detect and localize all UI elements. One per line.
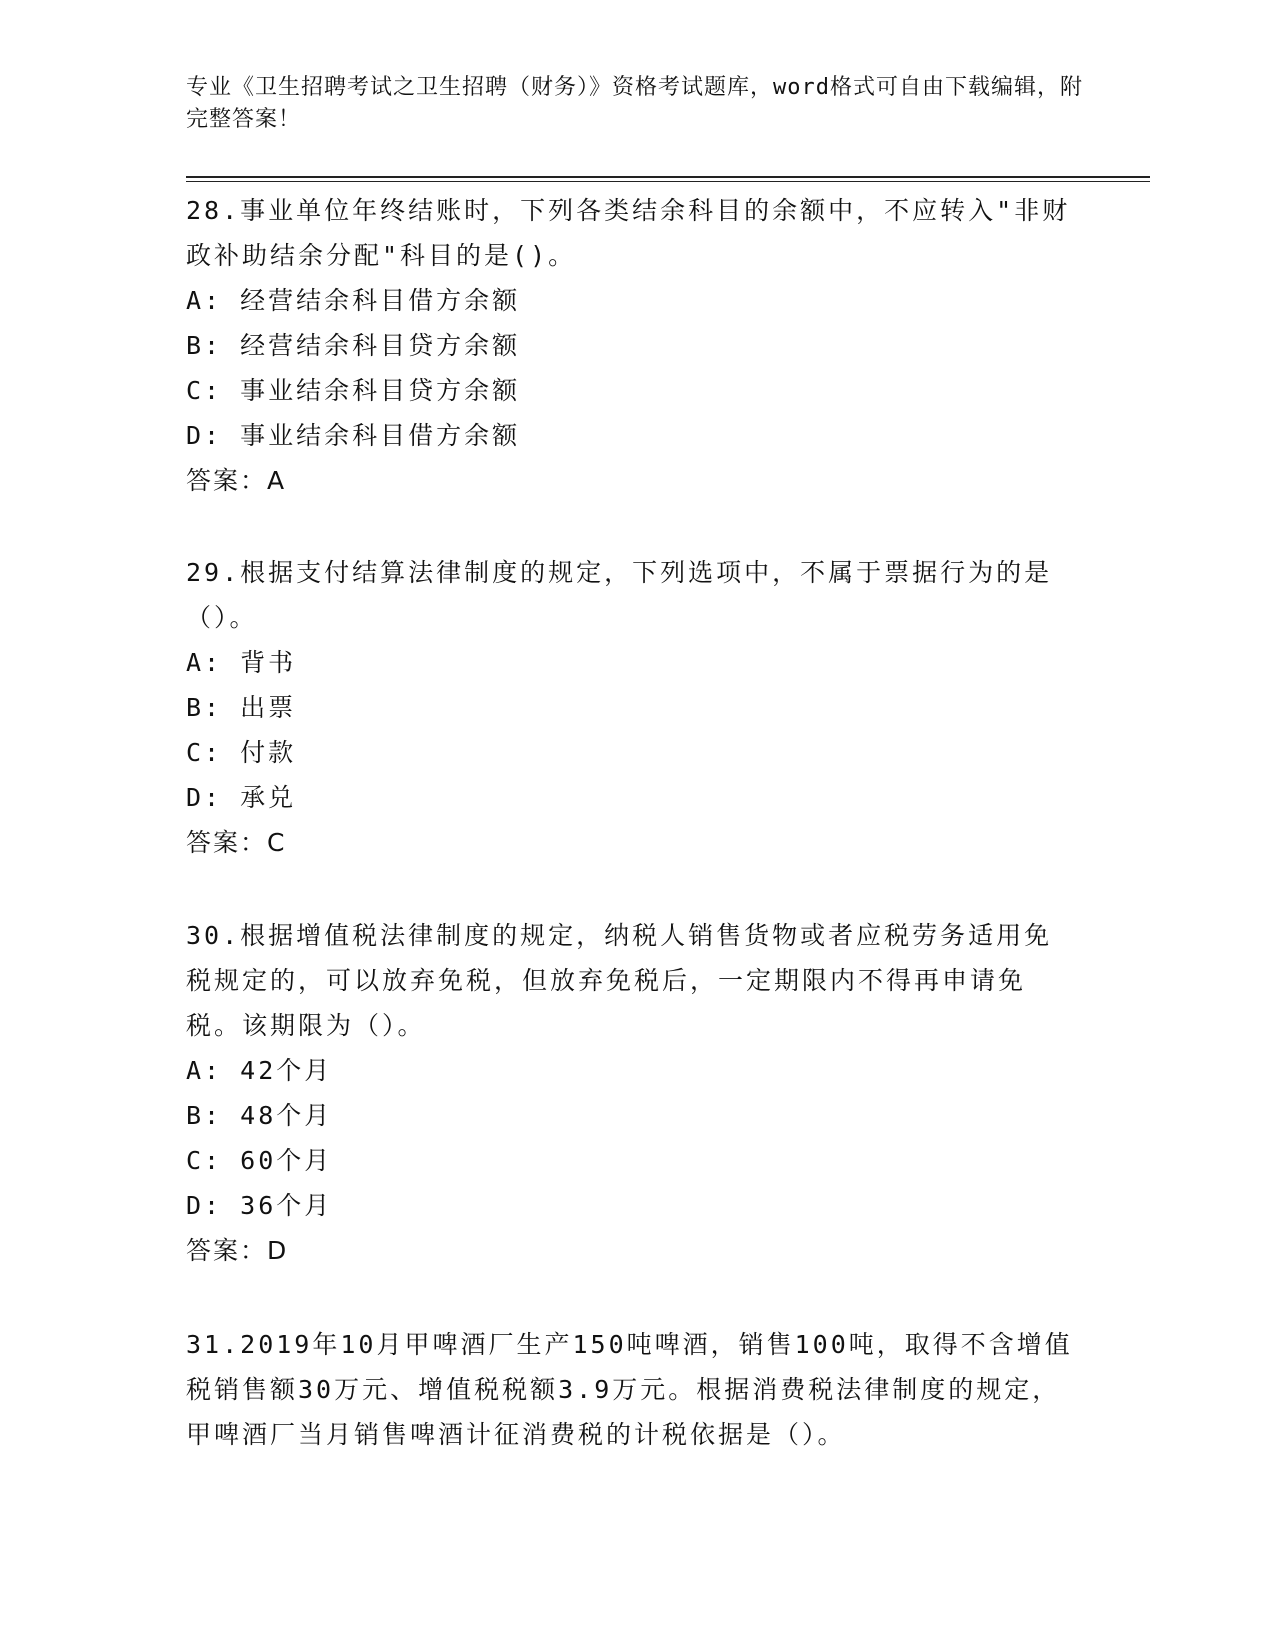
option-a: A: 背书 bbox=[186, 648, 297, 677]
answer-line: 答案：C bbox=[186, 828, 287, 857]
option-c: C: 付款 bbox=[186, 738, 297, 767]
question-stem: 29.根据支付结算法律制度的规定，下列选项中，不属于票据行为的是（）。 bbox=[186, 558, 1053, 632]
option-b: B: 出票 bbox=[186, 693, 297, 722]
option-a: A: 42个月 bbox=[186, 1056, 333, 1085]
option-d: D: 承兑 bbox=[186, 783, 297, 812]
option-d: D: 36个月 bbox=[186, 1191, 333, 1220]
document-header: 专业《卫生招聘考试之卫生招聘（财务）》资格考试题库，word格式可自由下载编辑，附完整答案！ bbox=[186, 75, 1083, 132]
option-a: A: 经营结余科目借方余额 bbox=[186, 286, 521, 315]
option-c: C: 事业结余科目贷方余额 bbox=[186, 376, 521, 405]
option-c: C: 60个月 bbox=[186, 1146, 333, 1175]
question-29 bbox=[186, 550, 1076, 865]
header-divider-thick bbox=[186, 176, 1150, 178]
question-28 bbox=[186, 188, 1076, 503]
question-stem: 30.根据增值税法律制度的规定，纳税人销售货物或者应税劳务适用免税规定的，可以放弃免税，但放弃免税后，一定期限内不得再申请免税。该期限为（）。 bbox=[186, 921, 1053, 1040]
option-b: B: 经营结余科目贷方余额 bbox=[186, 331, 521, 360]
question-30 bbox=[186, 913, 1076, 1273]
answer-line: 答案：A bbox=[186, 466, 287, 495]
question-stem: 28.事业单位年终结账时，下列各类结余科目的余额中，不应转入"非财政补助结余分配"科目的是()。 bbox=[186, 196, 1071, 270]
question-31 bbox=[186, 1322, 1076, 1457]
option-d: D: 事业结余科目借方余额 bbox=[186, 421, 521, 450]
header-divider-thin bbox=[186, 181, 1150, 182]
option-b: B: 48个月 bbox=[186, 1101, 333, 1130]
answer-line: 答案：D bbox=[186, 1236, 289, 1265]
question-stem: 31.2019年10月甲啤酒厂生产150吨啤酒，销售100吨，取得不含增值税销售额30万元、增值税税额3.9万元。根据消费税法律制度的规定，甲啤酒厂当月销售啤酒计征消费税的计税依据是（）。 bbox=[186, 1330, 1073, 1449]
